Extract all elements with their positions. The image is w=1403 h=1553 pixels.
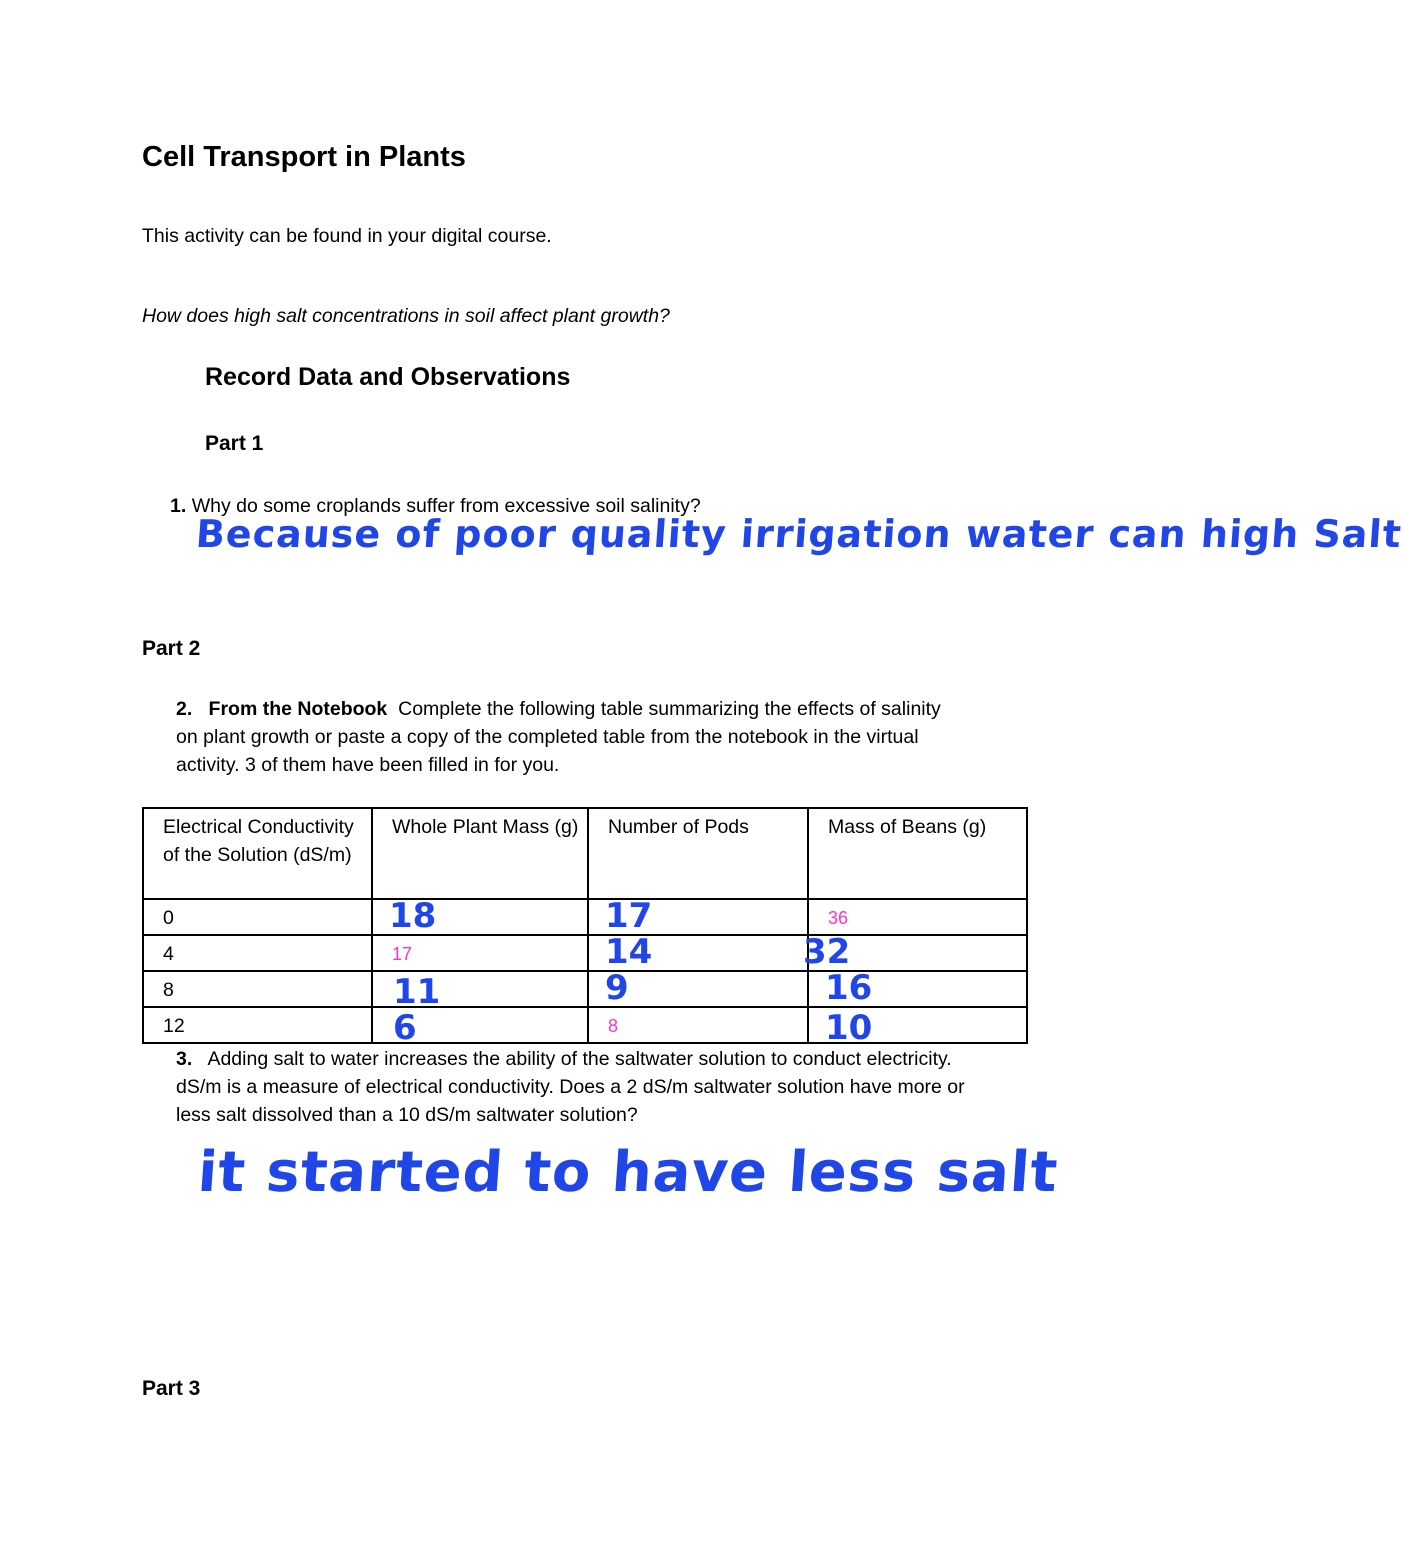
question-2: [176, 695, 1046, 779]
intro-text: This activity can be found in your digital course.: [142, 225, 552, 247]
question-1-number: 1.: [170, 495, 187, 517]
question-2-bold-label: From the Notebook: [208, 698, 388, 720]
part3-label: Part 3: [142, 1377, 201, 1400]
page-title: Cell Transport in Plants: [142, 141, 466, 173]
cell-pods: [588, 896, 808, 936]
cell-plant-mass: [372, 896, 588, 936]
question-2-text-2: on plant growth or paste a copy of the completed table from the notebook in the virtual: [176, 726, 919, 748]
cell-pods: [588, 932, 808, 972]
guiding-question: How does high salt concentrations in soil affect plant growth?: [142, 305, 670, 327]
handwritten-value: 18: [389, 896, 437, 936]
part1-label: Part 1: [205, 432, 264, 455]
question-3-line-1: [176, 1045, 1076, 1073]
cell-beans: [808, 968, 1027, 1008]
handwritten-value: 10: [825, 1008, 873, 1048]
cell-plant-mass: [372, 971, 588, 1012]
cell-beans: [803, 932, 1027, 972]
question-2-line-1: [176, 695, 1046, 723]
table-row: [143, 1007, 1027, 1043]
question-3-number: 3.: [176, 1048, 193, 1070]
table-row: [143, 971, 1027, 1007]
question-3-text-1: Adding salt to water increases the ability of the saltwater solution to conduct electricity.: [207, 1048, 952, 1070]
question-3: [176, 1045, 1076, 1129]
handwritten-answer-1: Because of poor quality irrigation water can high Salt: [194, 512, 1403, 556]
part2-label: Part 2: [142, 637, 201, 660]
cell-pods: [588, 968, 808, 1008]
handwritten-value: 6: [393, 1008, 417, 1048]
question-2-text-1: Complete the following table summarizing the effects of salinity: [398, 698, 941, 720]
question-2-number: 2.: [176, 698, 193, 720]
handwritten-value: 16: [825, 968, 873, 1008]
question-1-text: Why do some croplands suffer from excessive soil salinity?: [191, 495, 701, 517]
cell-beans-prefilled: 36: [808, 899, 1027, 935]
question-3-text-3: less salt dissolved than a 10 dS/m saltwater solution?: [176, 1104, 638, 1126]
header-plant-mass: Whole Plant Mass (g): [372, 808, 588, 899]
handwritten-value: 9: [605, 968, 629, 1008]
question-2-text-3: activity. 3 of them have been filled in for you.: [176, 754, 560, 776]
handwritten-value: 11: [393, 972, 441, 1012]
cell-plant-mass-prefilled: 17: [372, 935, 588, 971]
header-beans: Mass of Beans (g): [808, 808, 1027, 899]
table-row: [143, 935, 1027, 971]
cell-beans: [808, 1007, 1027, 1048]
handwritten-value: 32: [803, 932, 851, 972]
cell-ec: 12: [143, 1007, 372, 1043]
section-heading: Record Data and Observations: [205, 363, 571, 391]
cell-ec: 8: [143, 971, 372, 1007]
table-row: [143, 899, 1027, 935]
handwritten-value: 17: [605, 896, 653, 936]
header-conductivity: Electrical Conductivity of the Solution (dS/m): [143, 808, 372, 899]
salinity-data-table: [142, 807, 1028, 1048]
handwritten-answer-3: it started to have less salt: [195, 1140, 1061, 1205]
cell-pods-prefilled: 8: [588, 1007, 808, 1043]
cell-ec: 0: [143, 899, 372, 935]
header-pods: Number of Pods: [588, 808, 808, 899]
question-3-text-2: dS/m is a measure of electrical conductivity. Does a 2 dS/m saltwater solution have more or: [176, 1076, 965, 1098]
table-header-row: [143, 808, 1027, 899]
handwritten-value: 14: [605, 932, 653, 972]
cell-plant-mass: [372, 1007, 588, 1048]
cell-ec: 4: [143, 935, 372, 971]
